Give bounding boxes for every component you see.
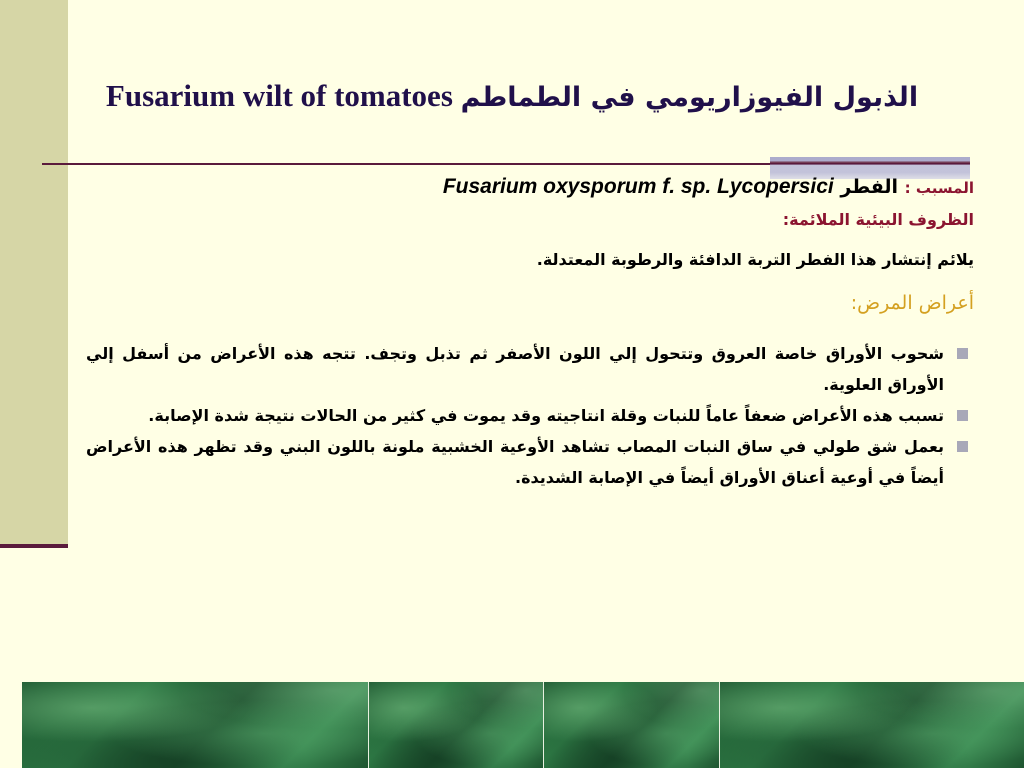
list-item [86,338,982,400]
footer-leaf-texture [22,682,369,768]
symptom-text: بعمل شق طولي في ساق النبات المصاب تشاهد الأوعية الخشبية ملونة باللون البني وقد تظهر هذه الأعراض أيضاً في أوعية أعناق الأوراق أيضاً في الإصابة الشديدة. [86,437,944,487]
conditions-text: يلائم إنتشار هذا الفطر التربة الدافئة والرطوبة المعتدلة. [536,250,974,269]
footer-leaf-texture [720,682,1024,768]
cause-label: المسبب : [904,179,974,197]
footer-leaf-texture [369,682,544,768]
footer-leaf-texture [544,682,719,768]
title-arabic: الذبول الفيوزاريومي في الطماطم [460,82,919,113]
footer-image-band [22,682,1024,768]
cause-scientific-name: Fusarium oxysporum f. sp. Lycopersici [442,175,834,198]
cause-line [443,175,974,199]
square-bullet-icon [957,410,968,421]
symptom-text: تسبب هذه الأعراض ضعفاً عاماً للنبات وقلة انتاجيته وقد يموت في كثير من الحالات نتيجة شدة الإصابة. [148,406,944,425]
cause-fungus-word: الفطر [840,176,899,198]
conditions-heading: الظروف البيئية الملائمة: [782,210,974,229]
symptoms-heading: أعراض المرض: [850,292,974,314]
list-item [86,400,982,431]
square-bullet-icon [957,441,968,452]
symptoms-list [86,338,982,493]
symptom-text: شحوب الأوراق خاصة العروق وتتحول إلي اللون الأصفر ثم تذبل وتجف. تتجه هذه الأعراض من أسفل إلي الأوراق العلوية. [86,344,944,394]
title-latin: Fusarium wilt of tomatoes [105,78,453,113]
square-bullet-icon [957,348,968,359]
slide-title [0,78,1024,114]
list-item [86,431,982,493]
side-bar-underline [0,544,68,548]
